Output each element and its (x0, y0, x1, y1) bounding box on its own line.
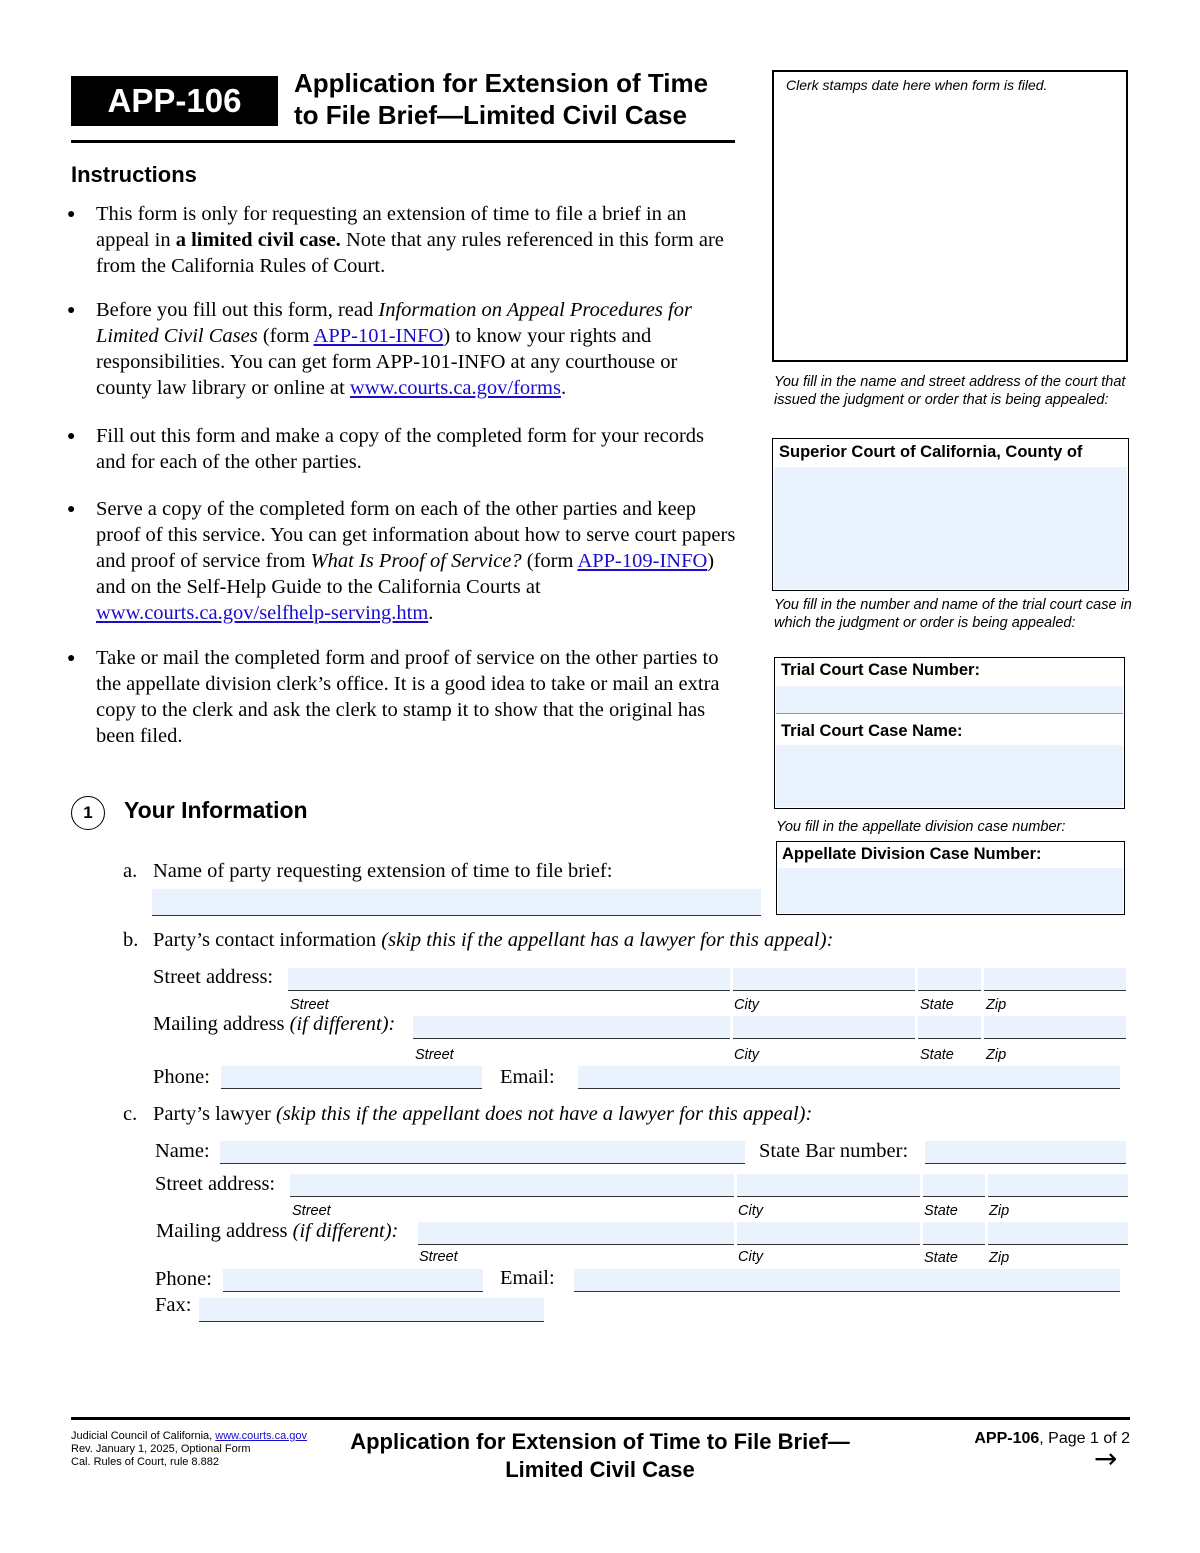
instructions-heading: Instructions (71, 162, 197, 187)
footer-council: Judicial Council of California, (71, 1430, 216, 1442)
form-id: APP-106 (107, 82, 242, 119)
sub-street: Street (415, 1047, 454, 1063)
party-mailing-street-input[interactable] (413, 1016, 730, 1039)
forms-link[interactable]: www.courts.ca.gov/forms (349, 377, 561, 399)
instruction-1-text: This form is only for requesting an extension of time to file a brief in an appeal in (96, 203, 687, 251)
lawyer-mailing-state-input[interactable] (923, 1222, 985, 1245)
trial-number-label: Trial Court Case Number: (781, 661, 980, 679)
party-mailing-label-italic: (if different): (289, 1013, 396, 1035)
instruction-2 (96, 297, 736, 401)
item-c-label (153, 1103, 812, 1126)
sub-zip: Zip (989, 1250, 1010, 1266)
lawyer-mailing-city-input[interactable] (737, 1222, 920, 1245)
party-phone-label: Phone: (153, 1066, 210, 1088)
sub-state: State (924, 1203, 958, 1219)
sub-street: Street (290, 997, 329, 1013)
appellate-box (776, 841, 1125, 915)
item-b-letter: b. (123, 929, 139, 951)
sub-city: City (734, 1047, 759, 1063)
sub-state: State (924, 1250, 958, 1266)
lawyer-name-input[interactable] (220, 1141, 745, 1164)
bullet-icon: ● (67, 303, 76, 318)
party-mailing-zip-input[interactable] (984, 1016, 1126, 1039)
instruction-4-end: . (428, 602, 434, 624)
app-101-info-link[interactable]: APP-101-INFO (313, 325, 444, 347)
footer-courts-link[interactable]: www.courts.ca.gov (215, 1430, 307, 1442)
sub-street: Street (419, 1249, 458, 1265)
bullet-icon: ● (67, 429, 76, 444)
sub-zip: Zip (989, 1203, 1010, 1219)
bullet-icon: ● (67, 207, 76, 222)
party-mailing-city-input[interactable] (733, 1016, 915, 1039)
item-b-label-italic: (skip this if the appellant has a lawyer for this appeal): (381, 929, 834, 951)
party-mailing-label-text: Mailing address (153, 1013, 290, 1035)
form-title (294, 67, 708, 131)
footer-form-id: APP-106 (974, 1430, 1040, 1447)
sub-zip: Zip (986, 1047, 1007, 1063)
clerk-stamp-box (772, 70, 1128, 362)
trial-name-label: Trial Court Case Name: (781, 722, 963, 740)
trial-box (774, 657, 1125, 809)
court-label: Superior Court of California, County of (779, 443, 1083, 461)
lawyer-state-input[interactable] (923, 1174, 985, 1197)
item-b-label-text: Party’s contact information (153, 929, 382, 951)
footer-rule-ref: Cal. Rules of Court, rule 8.882 (71, 1456, 219, 1468)
instruction-2-end: . (560, 377, 567, 399)
state-bar-label: State Bar number: (759, 1140, 909, 1162)
party-mailing-label (153, 1013, 395, 1036)
lawyer-mailing-street-input[interactable] (418, 1222, 734, 1245)
party-name-input[interactable] (152, 889, 761, 916)
trial-note: You fill in the number and name of the trial court case in which the judgment or order is being appealed: (774, 597, 1132, 631)
footer-source (71, 1430, 307, 1469)
next-page-arrow-icon: → (1094, 1442, 1118, 1475)
instruction-1 (96, 201, 736, 279)
form-id-badge (71, 76, 278, 126)
lawyer-zip-input[interactable] (988, 1174, 1128, 1197)
appellate-input[interactable] (778, 868, 1123, 913)
item-a-letter: a. (123, 860, 138, 882)
lawyer-street-address-label: Street address: (155, 1173, 276, 1195)
sub-street: Street (292, 1203, 331, 1219)
appellate-note: You fill in the appellate division case number: (776, 819, 1066, 835)
party-state-input[interactable] (918, 968, 981, 991)
instruction-2-text: Before you fill out this form, read (96, 299, 379, 321)
lawyer-fax-label: Fax: (155, 1294, 192, 1316)
instruction-2-italic: Information on Appeal Procedures for Limited Civil Cases (96, 299, 692, 347)
lawyer-email-input[interactable] (574, 1269, 1120, 1292)
sub-state: State (920, 1047, 954, 1063)
lawyer-mailing-label (156, 1220, 398, 1243)
sub-city: City (738, 1249, 763, 1265)
sub-zip: Zip (986, 997, 1007, 1013)
instruction-4 (96, 496, 736, 626)
lawyer-mailing-label-italic: (if different): (292, 1220, 399, 1242)
trial-name-input[interactable] (776, 745, 1123, 807)
lawyer-street-input[interactable] (290, 1174, 734, 1197)
app-109-info-link[interactable]: APP-109-INFO (577, 550, 708, 572)
lawyer-fax-input[interactable] (199, 1298, 544, 1322)
instruction-1-bold: a limited civil case. (175, 229, 341, 251)
sub-city: City (734, 997, 759, 1013)
instruction-5 (96, 645, 736, 749)
appellate-label: Appellate Division Case Number: (782, 845, 1042, 863)
instruction-3-text: Fill out this form and make a copy of the completed form for your records and for each of the other parties. (96, 425, 705, 473)
court-input[interactable] (774, 467, 1127, 589)
bullet-icon: ● (67, 502, 76, 517)
instruction-4-form: (form (521, 550, 578, 572)
instruction-2-mid: ) to know your rights and responsibilities. You can get form APP-101-INFO at any courthouse or county law library or online at (96, 325, 678, 399)
footer-title-line2: Limited Civil Case (505, 1457, 695, 1482)
instruction-2-form: (form (257, 325, 314, 347)
state-bar-input[interactable] (925, 1141, 1126, 1164)
form-title-line2: to File Brief—Limited Civil Case (294, 100, 687, 130)
party-email-label: Email: (500, 1066, 555, 1088)
form-title-line1: Application for Extension of Time (294, 68, 709, 98)
selfhelp-serving-link[interactable]: www.courts.ca.gov/selfhelp-serving.htm (96, 602, 429, 624)
clerk-stamp-note: Clerk stamps date here when form is filed. (786, 77, 1048, 93)
item-c-label-italic: (skip this if the appellant does not have a lawyer for this appeal): (275, 1103, 813, 1125)
trial-number-input[interactable] (776, 686, 1123, 714)
footer-revision: Rev. January 1, 2025, Optional Form (71, 1443, 251, 1455)
section-number: 1 (71, 796, 105, 830)
footer-page-number: , Page 1 of 2 (1039, 1430, 1130, 1447)
footer-rule (71, 1417, 1130, 1420)
instruction-4-italic: What Is Proof of Service? (310, 550, 522, 572)
party-phone-input[interactable] (221, 1066, 482, 1089)
lawyer-city-input[interactable] (737, 1174, 920, 1197)
item-b-label (153, 929, 833, 952)
lawyer-mailing-zip-input[interactable] (988, 1222, 1128, 1245)
bullet-icon: ● (67, 651, 76, 666)
sub-state: State (920, 997, 954, 1013)
lawyer-phone-input[interactable] (223, 1269, 483, 1292)
lawyer-phone-label: Phone: (155, 1268, 212, 1290)
party-mailing-state-input[interactable] (918, 1016, 981, 1039)
instruction-4-mid: ) and on the Self-Help Guide to the California Courts at (96, 550, 715, 598)
party-street-input[interactable] (288, 968, 730, 991)
item-c-letter: c. (123, 1103, 138, 1125)
party-city-input[interactable] (733, 968, 915, 991)
item-c-label-text: Party’s lawyer (153, 1103, 276, 1125)
party-zip-input[interactable] (984, 968, 1126, 991)
footer-title (320, 1428, 880, 1484)
section-title: Your Information (124, 797, 308, 823)
item-a-label: Name of party requesting extension of time to file brief: (153, 860, 613, 882)
party-street-address-label: Street address: (153, 966, 274, 988)
lawyer-mailing-label-text: Mailing address (156, 1220, 293, 1242)
court-box (772, 438, 1129, 591)
lawyer-name-label: Name: (155, 1140, 210, 1162)
instruction-5-text: Take or mail the completed form and proof of service on the other parties to the appellate division clerk’s office. It is a good idea to take or mail an extra copy to the clerk and ask the clerk to stamp it to show that the original has been filed. (96, 647, 720, 747)
instruction-4-text: Serve a copy of the completed form on each of the other parties and keep proof of this service. You can get information about how to serve court papers and proof of service from (96, 498, 736, 572)
court-note: You fill in the name and street address of the court that issued the judgment or order that is being appealed: (774, 374, 1126, 408)
lawyer-email-label: Email: (500, 1267, 555, 1289)
title-rule (71, 140, 735, 143)
sub-city: City (738, 1203, 763, 1219)
instruction-3 (96, 423, 736, 475)
footer-title-line1: Application for Extension of Time to File Brief— (350, 1429, 850, 1454)
instruction-1-text-end: Note that any rules referenced in this form are from the California Rules of Court. (96, 229, 724, 277)
party-email-input[interactable] (578, 1066, 1120, 1089)
